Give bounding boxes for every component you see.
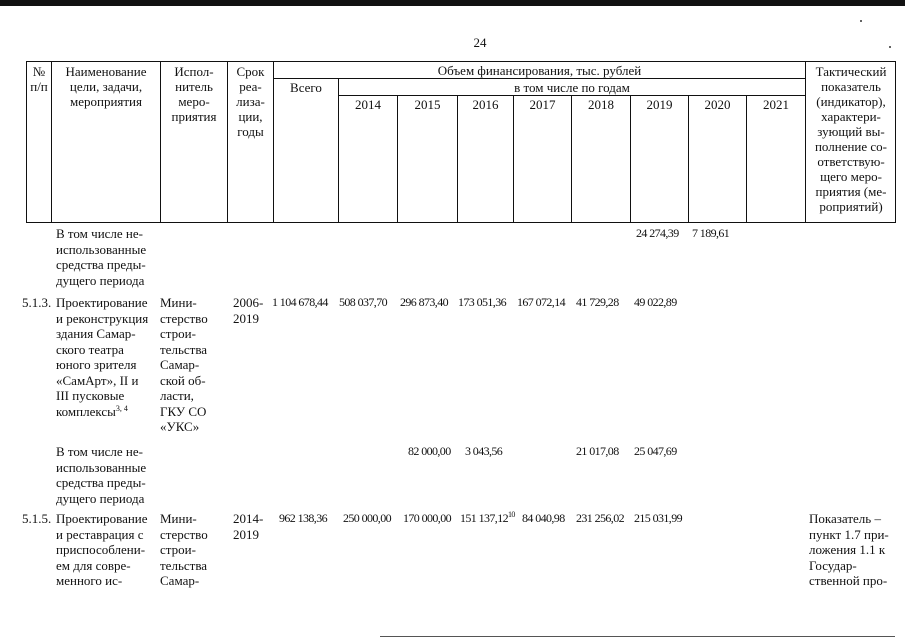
value-2020: 7 189,61	[692, 226, 730, 240]
header-total: Всего	[290, 80, 322, 95]
header-year-2020: 2020	[704, 97, 731, 112]
value-2019: 49 022,89	[634, 295, 677, 309]
header-term: Срок реа- лиза- ции, годы	[236, 64, 265, 139]
value-2015: 296 873,40	[400, 295, 449, 309]
row-number: 5.1.5.	[22, 511, 52, 526]
header-name: Наименование цели, задачи, мероприятия	[65, 64, 147, 109]
value-2018: 231 256,02	[576, 511, 625, 525]
scan-speck	[889, 46, 891, 48]
value-total: 1 104 678,44	[272, 295, 328, 309]
row-executor: Мини- стерство строи- тельства Самар-	[160, 511, 208, 588]
value-2018: 41 729,28	[576, 295, 619, 309]
value-2019: 24 274,39	[636, 226, 679, 240]
header-year-2014: 2014	[355, 97, 381, 112]
row-name: В том числе не- использованные средства преды- дущего периода	[56, 226, 147, 288]
header-year-2017: 2017	[529, 97, 556, 112]
row-executor: Мини- стерство строи- тельства Самар- ской об- ласти, ГКУ СО «УКС»	[160, 295, 208, 434]
value-2016: 3 043,56	[465, 444, 503, 458]
row-term: 2014- 2019	[233, 511, 264, 542]
header-indicator: Тактический показатель (индикатор), характери- зующий вы- полнение со- ответствую- щего меро- приятия (ме- роприятий)	[814, 64, 888, 214]
value-2017: 84 040,98	[522, 511, 565, 525]
header-executor: Испол- нитель меро- приятия	[171, 64, 217, 124]
header-year-2016: 2016	[472, 97, 499, 112]
value-2019: 215 031,99	[634, 511, 683, 525]
header-by-years: в том числе по годам	[514, 80, 630, 95]
value-2016	[460, 511, 515, 526]
header-year-2019: 2019	[646, 97, 673, 112]
row-term: 2006- 2019	[233, 295, 264, 326]
footnote-ref: 10	[508, 510, 515, 519]
bottom-rule	[380, 636, 895, 637]
header-num: № п/п	[30, 64, 48, 94]
value-2017: 167 072,14	[517, 295, 566, 309]
value-2018: 21 017,08	[576, 444, 619, 458]
top-border	[0, 0, 905, 6]
value-2016-text: 151 137,12	[460, 511, 509, 525]
header-funding: Объем финансирования, тыс. рублей	[437, 63, 642, 78]
value-2015: 170 000,00	[403, 511, 452, 525]
header-year-2018: 2018	[588, 97, 614, 112]
value-2014: 508 037,70	[339, 295, 388, 309]
row-indicator: Показатель – пункт 1.7 при- ложения 1.1 к Государ- ственной про-	[809, 511, 889, 588]
value-2016: 173 051,36	[458, 295, 507, 309]
value-2015: 82 000,00	[408, 444, 451, 458]
row-name: В том числе не- использованные средства преды- дущего периода	[56, 444, 147, 506]
row-name-text: Проектирование и реконструкция здания Самар- ского театра юного зрителя «СамАрт», II и III пусковые комплексы	[56, 295, 149, 419]
row-number: 5.1.3.	[22, 295, 52, 310]
header-year-2015: 2015	[414, 97, 441, 112]
page-number: 24	[473, 35, 487, 50]
table-header	[26, 61, 896, 223]
scan-speck	[860, 20, 862, 22]
value-total: 962 138,36	[279, 511, 328, 525]
row-name: Проектирование и реставрация с приспособлени- ем для совре- менного ис-	[56, 511, 148, 588]
footnote-ref: 3, 4	[115, 403, 128, 413]
row-name	[56, 295, 148, 419]
value-2014: 250 000,00	[343, 511, 392, 525]
value-2019: 25 047,69	[634, 444, 677, 458]
header-year-2021: 2021	[763, 97, 789, 112]
